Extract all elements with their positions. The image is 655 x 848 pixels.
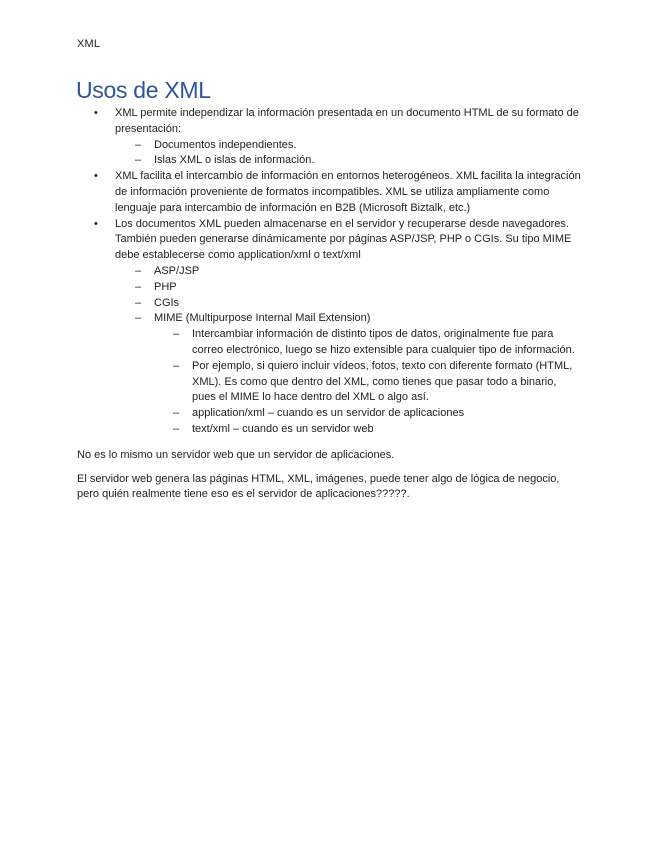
sub-list-item-text: MIME (Multipurpose Internal Mail Extension) bbox=[154, 312, 371, 325]
nested-list-item bbox=[154, 327, 583, 359]
sub-list-item-text: CGIs bbox=[154, 296, 180, 309]
nested-sub-list bbox=[154, 327, 583, 438]
nested-list-item bbox=[154, 422, 583, 438]
nested-list-item-text: Intercambiar información de distinto tipos de datos, originalmente fue para correo electrónico, luego se hizo extensible para cualquier tipo de información. bbox=[192, 328, 575, 356]
list-item-text: XML facilita el intercambio de información en entornos heterogéneos. XML facilita la integración de información proveniente de formatos incompatibles. XML se utiliza ampliamente como lenguaje para intercambio de información en B2B (Microsoft Biztalk, etc.) bbox=[115, 170, 581, 214]
dash-marker: – bbox=[173, 328, 180, 341]
dash-marker: – bbox=[135, 264, 142, 277]
sub-list-item-text: ASP/JSP bbox=[154, 264, 200, 277]
bullet-marker: • bbox=[94, 170, 98, 183]
sub-list-item bbox=[115, 296, 583, 312]
section-title: Usos de XML bbox=[76, 77, 211, 103]
sub-list-item-text: Islas XML o islas de información. bbox=[154, 154, 315, 167]
nested-list-item-text: application/xml – cuando es un servidor de aplicaciones bbox=[192, 407, 465, 420]
sub-list-item bbox=[115, 280, 583, 296]
sub-list-item-text: Documentos independientes. bbox=[154, 138, 297, 151]
list-item bbox=[77, 106, 583, 169]
sub-list-item bbox=[115, 138, 583, 154]
sub-list bbox=[115, 264, 583, 438]
nested-list-item bbox=[154, 359, 583, 406]
bullet-marker: • bbox=[94, 217, 98, 230]
nested-list-item-text: text/xml – cuando es un servidor web bbox=[192, 422, 374, 435]
bullet-list bbox=[77, 106, 583, 438]
list-item-text: Los documentos XML pueden almacenarse en el servidor y recuperarse desde navegadores. También pueden generarse dinámicamente por páginas ASP/JSP, PHP o CGIs. Su tipo MIME debe establecerse como application/xml o text/xml bbox=[115, 217, 572, 262]
page-header: XML bbox=[77, 38, 101, 50]
list-item bbox=[77, 217, 583, 438]
dash-marker: – bbox=[135, 138, 142, 151]
list-item bbox=[77, 169, 583, 216]
dash-marker: – bbox=[135, 312, 142, 325]
paragraph: El servidor web genera las páginas HTML, XML, imágenes, puede tener algo de lógica de negocio, pero quién realmente tiene eso es el servidor de aplicaciones?????. bbox=[77, 472, 560, 501]
nested-list-item bbox=[154, 406, 583, 422]
dash-marker: – bbox=[173, 407, 180, 420]
dash-marker: – bbox=[135, 296, 142, 309]
dash-marker: – bbox=[135, 280, 142, 293]
sub-list-item-text: PHP bbox=[154, 280, 177, 293]
paragraph: No es lo mismo un servidor web que un servidor de aplicaciones. bbox=[77, 448, 395, 461]
dash-marker: – bbox=[173, 359, 180, 372]
bullet-marker: • bbox=[94, 107, 98, 119]
dash-marker: – bbox=[135, 154, 142, 167]
nested-list-item-text: Por ejemplo, si quiero incluir vídeos, fotos, texto con diferente formato (HTML, XML). Es como que dentro del XML, como tienes que pasar todo a binario, pues el MIME lo hace dentro del XML o algo así. bbox=[192, 359, 573, 404]
dash-marker: – bbox=[173, 422, 180, 435]
sub-list-item bbox=[115, 153, 583, 169]
list-item-text: XML permite independizar la información presentada en un documento HTML de su formato de presentación: bbox=[115, 107, 579, 135]
sub-list-item bbox=[115, 311, 583, 437]
sub-list bbox=[115, 138, 583, 170]
sub-list-item bbox=[115, 264, 583, 280]
document-body bbox=[77, 106, 583, 503]
